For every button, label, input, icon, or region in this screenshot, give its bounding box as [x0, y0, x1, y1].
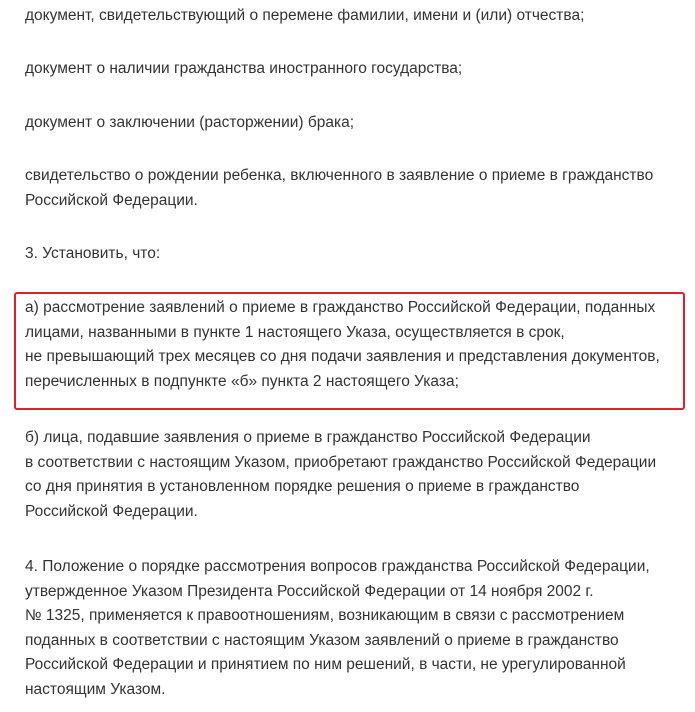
text-line: Российской Федерации и принятием по ним решений, в части, не урегулированной [25, 656, 626, 673]
text-line: со дня принятия в установленном порядке решения о приеме в гражданство [25, 478, 580, 495]
text-line: утвержденное Указом Президента Российской Федерации от 14 ноября 2002 г. [25, 582, 594, 600]
text-line: документ о наличии гражданства иностранного государства; [25, 60, 463, 77]
text-line: настоящим Указом. [25, 680, 166, 698]
paragraph-clause-3b [25, 426, 685, 524]
text-line: лицами, названными в пункте 1 настоящего Указа, осуществляется в срок, [25, 323, 565, 341]
paragraph-clause-3-intro [25, 242, 685, 267]
text-line: Российской Федерации. [25, 502, 198, 520]
highlight-frame [14, 292, 685, 410]
paragraph-doc-child-birth [25, 164, 685, 213]
paragraph-doc-surname-change [25, 4, 685, 29]
text-line: в соответствии с настоящим Указом, приобретают гражданство Российской Федерации [25, 453, 657, 471]
text-line: Российской Федерации. [25, 191, 198, 209]
text-line: 4. Положение о порядке рассмотрения вопросов гражданства Российской Федерации, [25, 558, 650, 575]
text-line: а) рассмотрение заявлений о приеме в гражданство Российской Федерации, поданных [25, 299, 656, 316]
paragraph-doc-marriage [25, 111, 685, 136]
text-line: поданных в соответствии с настоящим Указом заявлений о приеме в гражданство [25, 631, 619, 649]
text-line: документ о заключении (расторжении) брака; [25, 114, 355, 131]
text-line: № 1325, применяется к правоотношениям, возникающим в связи с рассмотрением [25, 607, 625, 624]
paragraph-doc-foreign-citizenship [25, 57, 685, 82]
text-line: документ, свидетельствующий о перемене фамилии, имени и (или) отчества; [25, 7, 585, 24]
text-line: б) лица, подавшие заявления о приеме в гражданство Российской Федерации [25, 429, 591, 446]
text-line: перечисленных в подпункте «б» пункта 2 настоящего Указа; [25, 372, 459, 390]
paragraph-clause-4 [25, 555, 685, 702]
text-line: 3. Установить, что: [25, 245, 161, 262]
text-line: свидетельство о рождении ребенка, включенного в заявление о приеме в гражданство [25, 167, 654, 184]
text-line: не превышающий трех месяцев со дня подачи заявления и представления документов, [25, 348, 660, 365]
